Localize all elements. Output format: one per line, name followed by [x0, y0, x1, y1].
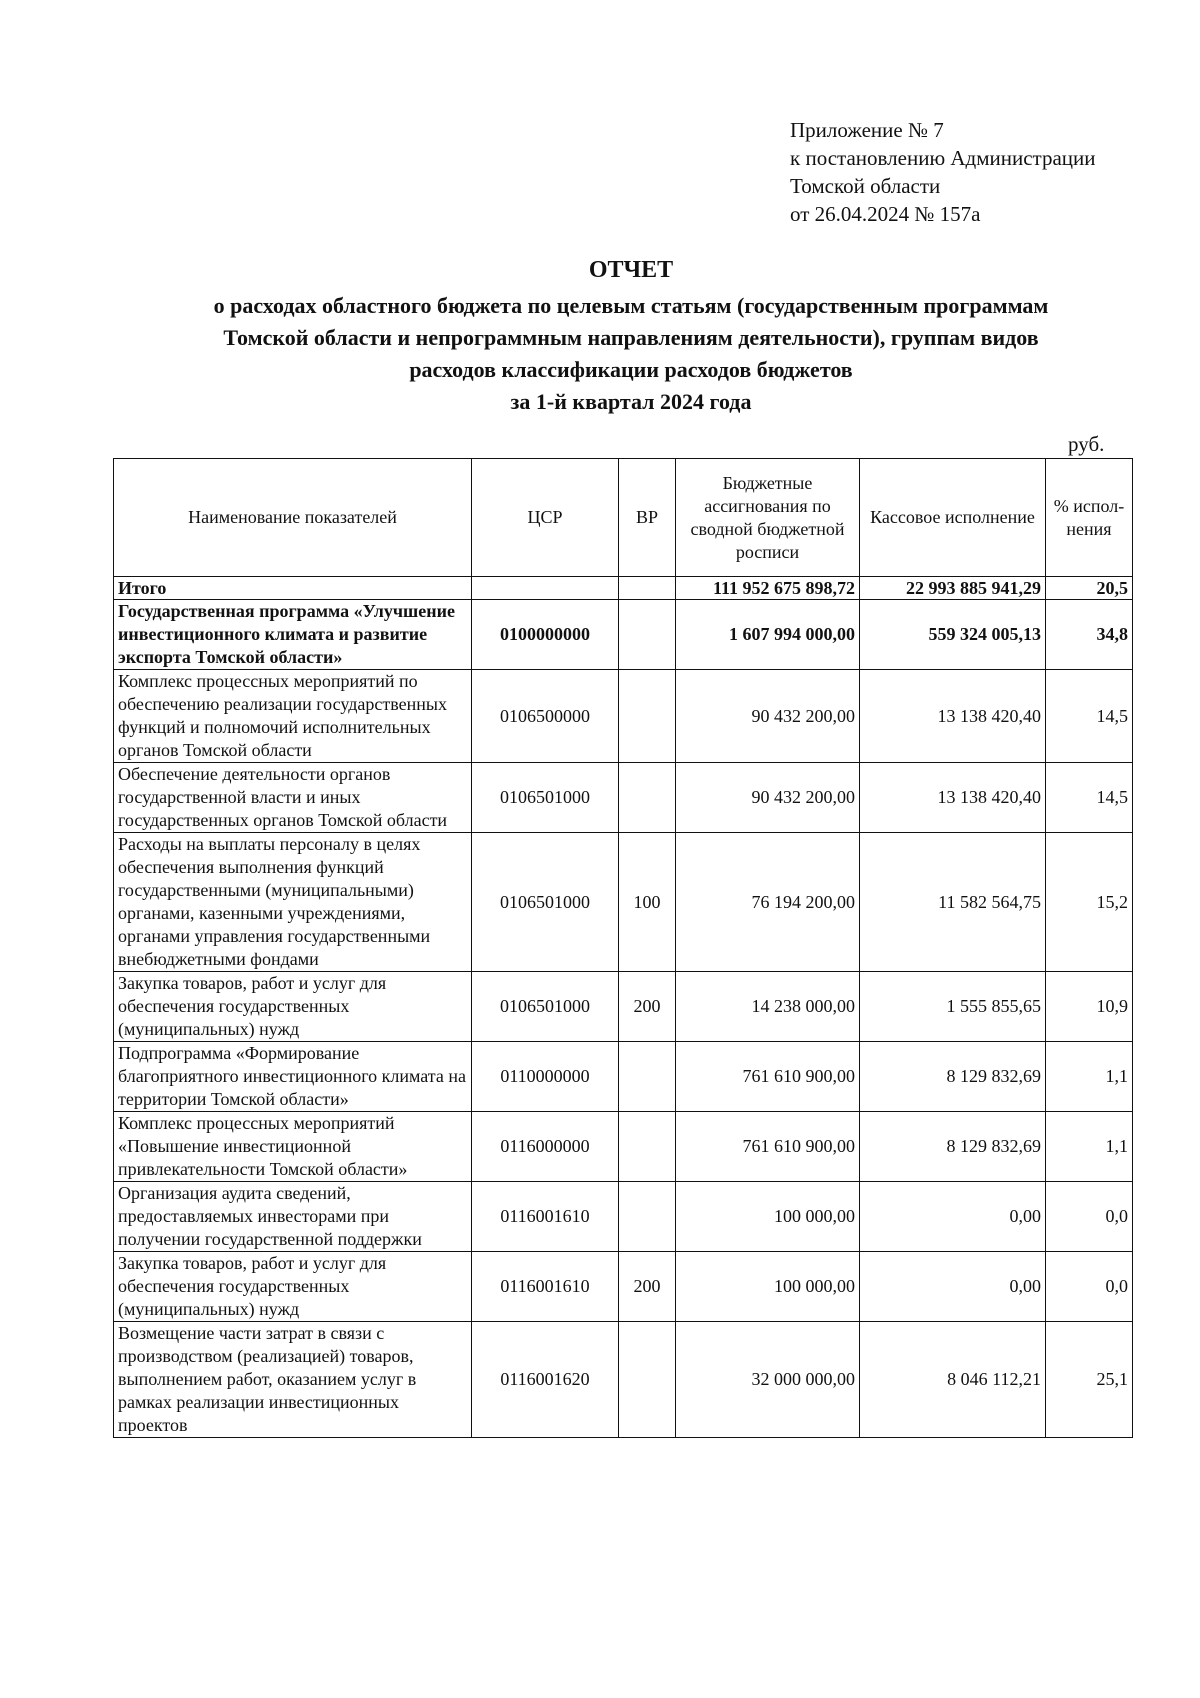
appendix-block — [790, 116, 1096, 228]
row-csr-cell: 0100000000 — [472, 600, 619, 670]
report-period: за 1-й квартал 2024 года — [510, 389, 752, 414]
row-csr-cell: 0116001610 — [472, 1182, 619, 1252]
appendix-line: от 26.04.2024 № 157а — [790, 202, 981, 226]
row-budget-cell: 14 238 000,00 — [676, 972, 860, 1042]
table-row — [114, 670, 1133, 763]
row-cash-cell: 0,00 — [860, 1182, 1046, 1252]
table-row — [114, 1182, 1133, 1252]
row-cash-cell: 559 324 005,13 — [860, 600, 1046, 670]
row-csr-cell: 0116001620 — [472, 1322, 619, 1438]
report-subtitle-line: расходов классификации расходов бюджетов — [409, 357, 853, 382]
row-csr-cell: 0106501000 — [472, 833, 619, 972]
table-row — [114, 972, 1133, 1042]
table-row — [114, 833, 1133, 972]
row-budget-cell: 1 607 994 000,00 — [676, 600, 860, 670]
table-header-row — [114, 459, 1133, 577]
row-budget-cell: 90 432 200,00 — [676, 670, 860, 763]
row-cash-cell: 8 129 832,69 — [860, 1042, 1046, 1112]
row-percent-cell: 1,1 — [1046, 1042, 1133, 1112]
currency-unit: руб. — [1068, 432, 1105, 456]
row-budget-cell: 100 000,00 — [676, 1182, 860, 1252]
row-vr-cell — [619, 763, 676, 833]
row-csr-cell — [472, 577, 619, 600]
report-subtitle-line: о расходах областного бюджета по целевым статьям (государственным программам — [213, 293, 1049, 318]
header-budget: Бюджетные ассигнования по сводной бюджетной росписи — [676, 459, 860, 577]
row-vr-cell — [619, 1322, 676, 1438]
row-cash-cell: 1 555 855,65 — [860, 972, 1046, 1042]
appendix-line: Томской области — [790, 174, 941, 198]
row-csr-cell: 0116001610 — [472, 1252, 619, 1322]
row-name-cell: Возмещение части затрат в связи с производством (реализацией) товаров, выполнением работ, оказанием услуг в рамках реализации инвестиционных проектов — [114, 1322, 472, 1438]
row-cash-cell: 8 046 112,21 — [860, 1322, 1046, 1438]
table-row — [114, 1252, 1133, 1322]
table-body — [114, 577, 1133, 1438]
row-percent-cell: 14,5 — [1046, 670, 1133, 763]
row-percent-cell: 25,1 — [1046, 1322, 1133, 1438]
header-vr: ВР — [619, 459, 676, 577]
row-csr-cell: 0106501000 — [472, 763, 619, 833]
report-title: ОТЧЕТ — [588, 257, 674, 283]
row-cash-cell: 8 129 832,69 — [860, 1112, 1046, 1182]
table-row — [114, 763, 1133, 833]
table-row — [114, 600, 1133, 670]
table-row — [114, 1322, 1133, 1438]
report-table — [113, 458, 1133, 1438]
row-percent-cell: 1,1 — [1046, 1112, 1133, 1182]
row-vr-cell — [619, 600, 676, 670]
row-name-cell: Обеспечение деятельности органов государственной власти и иных государственных органов Томской области — [114, 763, 472, 833]
row-budget-cell: 90 432 200,00 — [676, 763, 860, 833]
row-cash-cell: 11 582 564,75 — [860, 833, 1046, 972]
header-cash: Кассовое исполнение — [860, 459, 1046, 577]
table-row — [114, 1042, 1133, 1112]
table-row — [114, 1112, 1133, 1182]
row-name-cell: Подпрограмма «Формирование благоприятного инвестиционного климата на территории Томской области» — [114, 1042, 472, 1112]
row-cash-cell: 22 993 885 941,29 — [860, 577, 1046, 600]
row-name-cell: Организация аудита сведений, предоставляемых инвесторами при получении государственной поддержки — [114, 1182, 472, 1252]
row-cash-cell: 13 138 420,40 — [860, 670, 1046, 763]
row-percent-cell: 0,0 — [1046, 1252, 1133, 1322]
row-vr-cell — [619, 577, 676, 600]
row-budget-cell: 100 000,00 — [676, 1252, 860, 1322]
row-percent-cell: 20,5 — [1046, 577, 1133, 600]
row-name-cell: Итого — [114, 577, 472, 600]
appendix-line: к постановлению Администрации — [790, 146, 1096, 170]
row-budget-cell: 111 952 675 898,72 — [676, 577, 860, 600]
header-name: Наименование показателей — [114, 459, 472, 577]
row-vr-cell — [619, 670, 676, 763]
row-csr-cell: 0106500000 — [472, 670, 619, 763]
row-budget-cell: 761 610 900,00 — [676, 1112, 860, 1182]
row-name-cell: Расходы на выплаты персоналу в целях обеспечения выполнения функций государственными (муниципальными) органами, казенными учреждениями, органами управления государственными внебюджетными фондами — [114, 833, 472, 972]
row-csr-cell: 0110000000 — [472, 1042, 619, 1112]
row-vr-cell: 200 — [619, 1252, 676, 1322]
row-percent-cell: 15,2 — [1046, 833, 1133, 972]
header-percent: % испол-нения — [1046, 459, 1133, 577]
row-vr-cell — [619, 1112, 676, 1182]
appendix-line: Приложение № 7 — [790, 118, 944, 142]
row-vr-cell: 200 — [619, 972, 676, 1042]
row-name-cell: Закупка товаров, работ и услуг для обеспечения государственных (муниципальных) нужд — [114, 1252, 472, 1322]
header-csr: ЦСР — [472, 459, 619, 577]
row-budget-cell: 76 194 200,00 — [676, 833, 860, 972]
report-title-block — [0, 252, 1200, 418]
report-subtitle-line: Томской области и непрограммным направлениям деятельности), группам видов — [223, 325, 1039, 350]
row-percent-cell: 10,9 — [1046, 972, 1133, 1042]
row-percent-cell: 14,5 — [1046, 763, 1133, 833]
row-vr-cell — [619, 1042, 676, 1112]
row-name-cell: Комплекс процессных мероприятий «Повышение инвестиционной привлекательности Томской области» — [114, 1112, 472, 1182]
table-row — [114, 577, 1133, 600]
row-cash-cell: 0,00 — [860, 1252, 1046, 1322]
row-vr-cell: 100 — [619, 833, 676, 972]
row-percent-cell: 34,8 — [1046, 600, 1133, 670]
row-budget-cell: 761 610 900,00 — [676, 1042, 860, 1112]
row-name-cell: Государственная программа «Улучшение инвестиционного климата и развитие экспорта Томской области» — [114, 600, 472, 670]
row-name-cell: Закупка товаров, работ и услуг для обеспечения государственных (муниципальных) нужд — [114, 972, 472, 1042]
row-cash-cell: 13 138 420,40 — [860, 763, 1046, 833]
row-percent-cell: 0,0 — [1046, 1182, 1133, 1252]
row-csr-cell: 0106501000 — [472, 972, 619, 1042]
row-name-cell: Комплекс процессных мероприятий по обеспечению реализации государственных функций и полномочий исполнительных органов Томской области — [114, 670, 472, 763]
row-budget-cell: 32 000 000,00 — [676, 1322, 860, 1438]
row-vr-cell — [619, 1182, 676, 1252]
row-csr-cell: 0116000000 — [472, 1112, 619, 1182]
